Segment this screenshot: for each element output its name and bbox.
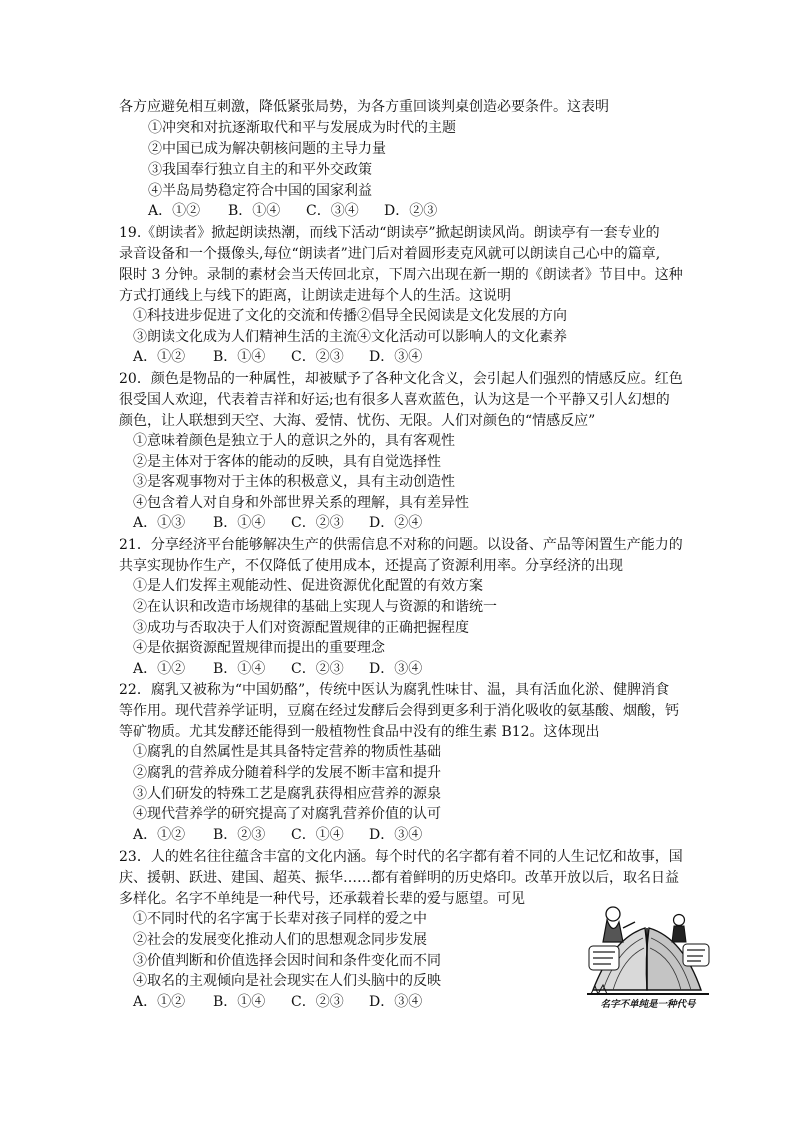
q21-option-1: ①是人们发挥主观能动性、促进资源优化配置的有效方案 (133, 578, 483, 594)
q21-choice-a: A．①② (133, 661, 186, 677)
q18-choice-a: A．①② (148, 203, 201, 219)
q23-option-2: ②社会的发展变化推动人们的思想观念同步发展 (133, 932, 427, 948)
q22-option-1: ①腐乳的自然属性是其具备特定营养的物质性基础 (133, 744, 441, 760)
q23-choice-c: C．②③ (291, 994, 344, 1010)
q18-choice-d: D．②③ (384, 203, 438, 219)
q19-choice-c: C．②③ (291, 349, 344, 365)
q21-answer-choices (133, 659, 422, 679)
q21-option-4: ④是依据资源配置规律而提出的重要理念 (133, 640, 385, 656)
q19-stem-line-2: 录音设备和一个摄像头,每位“朗读者”进门后对着圆形麦克风就可以朗读自己心中的篇章, (119, 246, 661, 262)
q21-option-2: ②在认识和改造市场规律的基础上实现人与资源的和谐统一 (133, 599, 497, 615)
q20-stem-line-1: 20．颜色是物品的一种属性，却被赋予了各种文化含义，会引起人们强烈的情感反应。红色 (119, 371, 683, 387)
q22-stem-line-2: 等作用。现代营养学证明，豆腐在经过发酵后会得到更多利于消化吸收的氨基酸、烟酸，钙 (119, 703, 679, 719)
q20-option-2: ②是主体对于客体的能动的反映，具有自觉选择性 (133, 454, 441, 470)
q23-stem-line-2: 庆、援朝、跃进、建国、超英、振华……都有着鲜明的历史烙印。改革开放以后，取名日益 (119, 870, 679, 886)
q18-choice-b: B．①④ (228, 203, 281, 219)
q19-options-line-1: ①科技进步促进了文化的交流和传播②倡导全民阅读是文化发展的方向 (133, 308, 567, 324)
q23-answer-choices (133, 992, 422, 1012)
q18-option-2: ②中国已成为解决朝核问题的主导力量 (148, 141, 386, 157)
q18-answer-choices (148, 201, 437, 221)
q18-intro-text: 各方应避免相互刺激，降低紧张局势，为各方重回谈判桌创造必要条件。这表明 (119, 99, 609, 115)
q19-stem-line-3: 限时 3 分钟。录制的素材会当天传回北京，下周六出现在新一期的《朗读者》节目中。这种 (119, 267, 683, 283)
q20-stem-line-3: 颜色，让人联想到天空、大海、爱情、忧伤、无限。人们对颜色的“情感反应” (119, 413, 596, 429)
q23-option-1: ①不同时代的名字寓于长辈对孩子同样的爱之中 (133, 911, 427, 927)
q22-stem-line-1: 22．腐乳又被称为“中国奶酪”，传统中医认为腐乳性味甘、温，具有活血化淤、健脾消食 (119, 682, 670, 698)
q20-choice-d: D．②④ (369, 515, 423, 531)
q23-option-3: ③价值判断和价值选择会因时间和条件变化而不同 (133, 953, 441, 969)
q22-choice-c: C．①④ (291, 827, 344, 843)
q20-option-3: ③是客观事物对于主体的积极意义，具有主动创造性 (133, 474, 455, 490)
cartoon-drawing (583, 898, 713, 998)
q21-stem-line-1: 21．分享经济平台能够解决生产的供需信息不对称的问题。以设备、产品等闲置生产能力的 (119, 537, 683, 553)
q20-stem-line-2: 很受国人欢迎，代表着吉祥和好运;也有很多人喜欢蓝色，认为这是一个平静又引人幻想的 (119, 392, 670, 408)
q22-choice-d: D．③④ (369, 827, 423, 843)
q20-option-1: ①意味着颜色是独立于人的意识之外的，具有客观性 (133, 433, 455, 449)
q20-answer-choices (133, 513, 422, 533)
q22-option-3: ③人们研发的特殊工艺是腐乳获得相应营养的源泉 (133, 786, 441, 802)
q19-choice-d: D．③④ (369, 349, 423, 365)
q18-choice-c: C．③④ (306, 203, 359, 219)
q23-stem-line-1: 23．人的姓名往往蕴含丰富的文化内涵。每个时代的名字都有着不同的人生记忆和故事，国 (119, 849, 683, 865)
q19-answer-choices (133, 347, 422, 367)
q21-stem-line-2: 共享实现协作生产，不仅降低了使用成本，还提高了资源利用率。分享经济的出现 (119, 558, 623, 574)
q23-choice-d: D．③④ (369, 994, 423, 1010)
q19-stem-line-4: 方式打通线上与线下的距离，让朗读走进每个人的生活。这说明 (119, 288, 511, 304)
q19-stem-line-1: 19.《朗读者》掀起朗读热潮，而线下活动“朗读亭”掀起朗读风尚。朗读亭有一套专业的 (119, 225, 660, 241)
q20-choice-a: A．①③ (133, 515, 186, 531)
q23-stem-line-3: 多样化。名字不单纯是一种代号，还承载着长辈的爱与愿望。可见 (119, 891, 525, 907)
q20-choice-b: B．①④ (213, 515, 266, 531)
q19-choice-a: A．①② (133, 349, 186, 365)
q21-option-3: ③成功与否取决于人们对资源配置规律的正确把握程度 (133, 620, 469, 636)
q22-option-2: ②腐乳的营养成分随着科学的发展不断丰富和提升 (133, 765, 441, 781)
q19-choice-b: B．①④ (213, 349, 266, 365)
q22-stem-line-3: 等矿物质。尤其发酵还能得到一般植物性食品中没有的维生素 B12。这体现出 (119, 724, 600, 740)
q22-answer-choices (133, 825, 422, 845)
q21-choice-c: C．②③ (291, 661, 344, 677)
cartoon-illustration (583, 898, 713, 1016)
q21-choice-b: B．①④ (213, 661, 266, 677)
cartoon-caption: 名字不单纯是一种代号 (600, 999, 696, 1010)
q23-choice-a: A．①② (133, 994, 186, 1010)
q19-options-line-2: ③朗读文化成为人们精神生活的主流④文化活动可以影响人的文化素养 (133, 329, 567, 345)
q21-choice-d: D．③④ (369, 661, 423, 677)
q18-option-4: ④半岛局势稳定符合中国的国家利益 (148, 183, 372, 199)
q23-choice-b: B．①④ (213, 994, 266, 1010)
q22-choice-b: B．②③ (213, 827, 266, 843)
q23-option-4: ④取名的主观倾向是社会现实在人们头脑中的反映 (133, 973, 441, 989)
q22-option-4: ④现代营养学的研究提高了对腐乳营养价值的认可 (133, 806, 441, 822)
q18-option-3: ③我国奉行独立自主的和平外交政策 (148, 162, 372, 178)
q20-choice-c: C．②③ (291, 515, 344, 531)
q18-option-1: ①冲突和对抗逐渐取代和平与发展成为时代的主题 (148, 120, 456, 136)
q22-choice-a: A．①② (133, 827, 186, 843)
q20-option-4: ④包含着人对自身和外部世界关系的理解，具有差异性 (133, 495, 469, 511)
